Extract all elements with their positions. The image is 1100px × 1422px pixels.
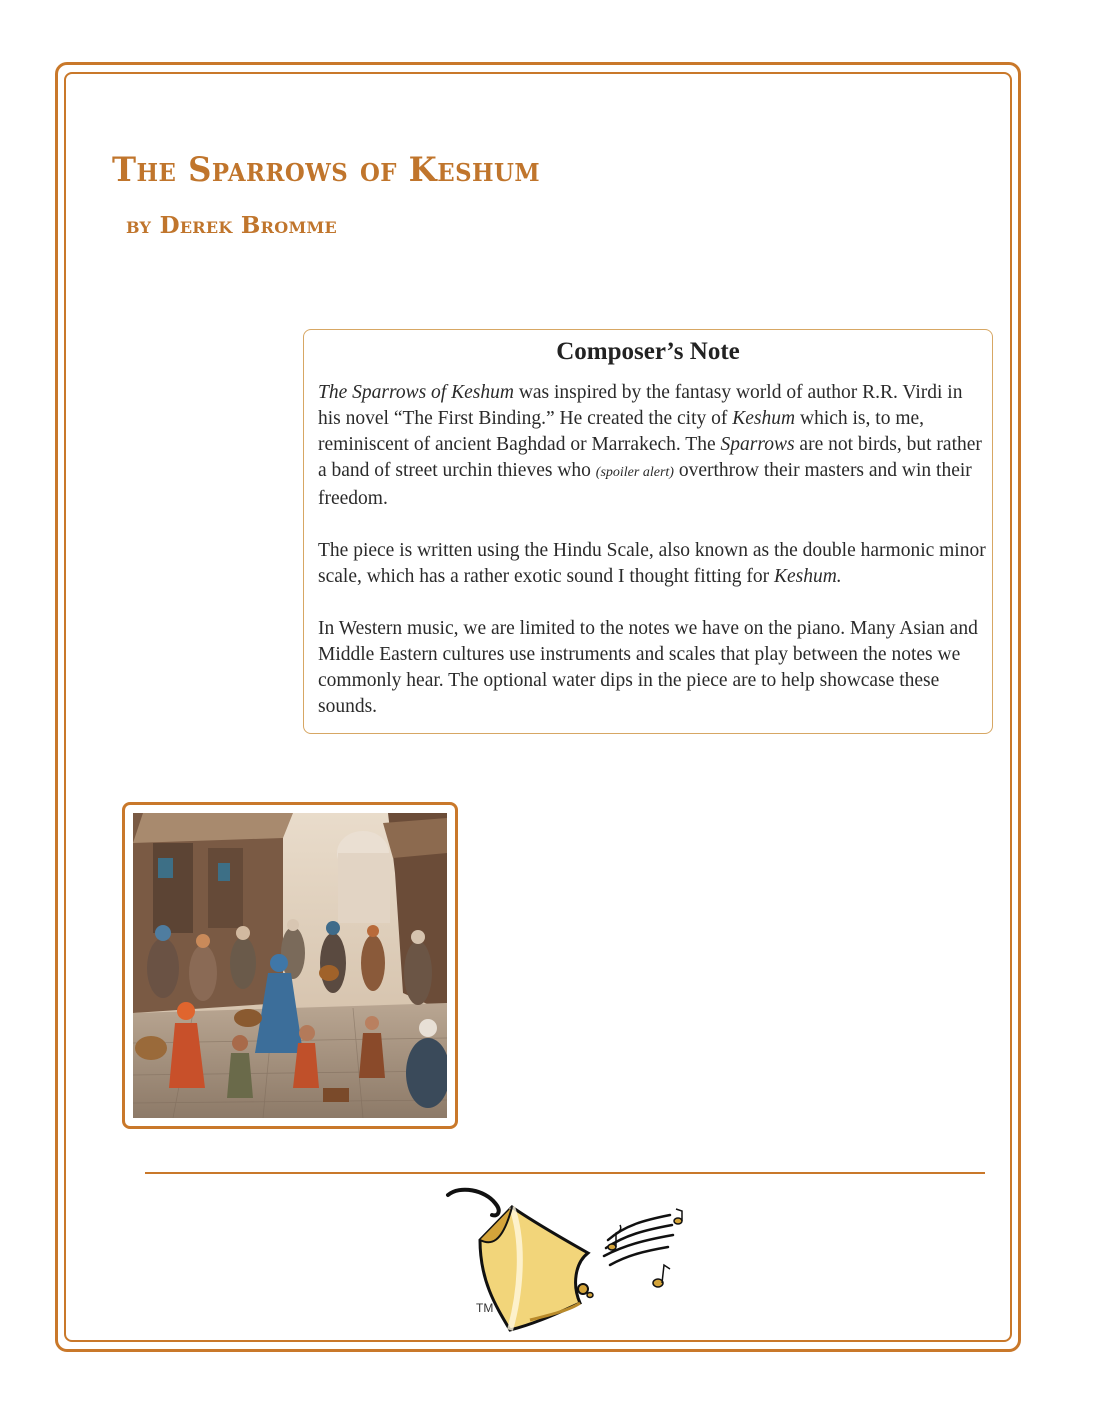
spoiler-alert-text: (spoiler alert)	[595, 465, 674, 480]
marketplace-illustration	[133, 813, 447, 1118]
note-text: The piece is written using the Hindu Scale, also known as the double harmonic minor scale, which has a rather exotic sound I thought fitting for	[318, 540, 986, 587]
author-byline: by Derek Bromme	[126, 212, 338, 239]
composers-note-body	[318, 380, 988, 746]
note-paragraph-3: In Western music, we are limited to the notes we have on the piano. Many Asian and Middle Eastern cultures use instruments and scales that play between the notes we commonly hear. The optional water dips in the piece are to help showcase these sounds.	[318, 618, 978, 717]
piece-title-italic: The Sparrows of Keshum	[318, 382, 514, 403]
note-paragraph-1	[318, 380, 988, 512]
illustration-frame	[122, 802, 458, 1129]
keshum-italic: Keshum.	[773, 566, 842, 587]
note-text: overthrow their masters and win their freedom.	[318, 460, 972, 509]
footer-divider	[145, 1172, 985, 1174]
note-paragraph-2	[318, 538, 988, 590]
sparrows-italic: Sparrows	[720, 434, 795, 455]
keshum-italic: Keshum	[732, 408, 796, 429]
note-text: was inspired by the fantasy world of author R.R. Virdi in his novel “The First Binding.” He created the city of	[318, 382, 963, 429]
composers-note-heading: Composer’s Note	[556, 338, 740, 365]
note-text: are not birds, but rather a band of street urchin thieves who	[318, 434, 982, 481]
note-text: which is, to me, reminiscent of ancient Baghdad or Marrakech. The	[318, 408, 925, 455]
trademark-symbol: TM	[476, 1301, 494, 1315]
page-title: The Sparrows of Keshum	[112, 150, 541, 190]
